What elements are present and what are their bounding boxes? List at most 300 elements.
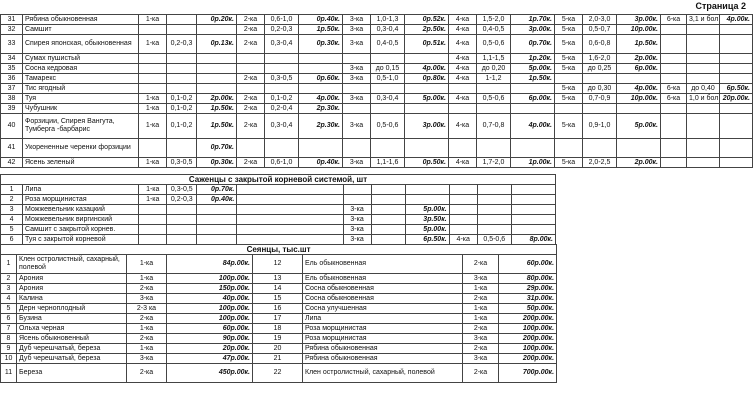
height-cell: 0,2-0,3 (167, 195, 197, 205)
plant-name: Роза морщинистая (303, 334, 463, 344)
plant-name: Клен остролистный, сахарный, полевой (17, 255, 127, 274)
grade-cell: 1-ка (127, 324, 167, 334)
price-cell: 0р.40к. (299, 15, 343, 25)
height-cell (371, 104, 405, 114)
price-cell: 0р.52к. (405, 15, 449, 25)
height-cell (371, 84, 405, 94)
grade-cell (661, 35, 687, 54)
height-cell: 0,2-0,3 (167, 35, 197, 54)
plant-name: Можжевельник казацкий (23, 205, 139, 215)
height-cell (167, 25, 197, 35)
empty-cell (371, 195, 405, 205)
plant-name: Рябина обыкновенная (23, 15, 139, 25)
height-cell (265, 139, 299, 158)
grade-cell: 2-ка (237, 94, 265, 104)
height-cell (167, 235, 197, 245)
row-number: 18 (253, 324, 303, 334)
grade-cell (343, 54, 371, 64)
grade-cell: 3-ка (463, 354, 499, 364)
grade-cell (661, 25, 687, 35)
row-number: 20 (253, 344, 303, 354)
price-cell: 0р.70к. (197, 139, 237, 158)
plant-name: Ясень зеленый (23, 158, 139, 168)
empty-cell (237, 205, 343, 215)
height-cell: 0,3-0,4 (265, 35, 299, 54)
grade-cell: 1-ка (139, 35, 167, 54)
price-cell (197, 205, 237, 215)
empty-cell (237, 225, 343, 235)
grade-cell: 2-ка (463, 324, 499, 334)
plant-name: Сосна улучшенная (303, 304, 463, 314)
row-number: 22 (253, 364, 303, 383)
grade-cell: 3-ка (343, 15, 371, 25)
grade-cell: 3-ка (343, 114, 371, 139)
grade-cell: 4-ка (449, 25, 477, 35)
table-row (1, 255, 557, 274)
empty-cell (371, 205, 405, 215)
grade-cell (449, 215, 477, 225)
height-cell (583, 139, 617, 158)
grade-cell: 2-ка (237, 104, 265, 114)
table-row (1, 284, 557, 294)
row-number: 3 (1, 284, 17, 294)
price-cell (511, 205, 555, 215)
grade-cell: 5-ка (555, 35, 583, 54)
price-cell (511, 185, 555, 195)
seedlings-title: Сеянцы, тыс.шт (1, 245, 557, 255)
price-cell: 5р.00к. (617, 114, 661, 139)
row-number: 16 (253, 304, 303, 314)
grade-cell (343, 139, 371, 158)
plant-name: Роза морщинистая (23, 195, 139, 205)
grade-cell: 5-ка (555, 158, 583, 168)
price-cell: 200р.00к. (499, 334, 557, 344)
grade-cell (555, 104, 583, 114)
grade-cell (661, 74, 687, 84)
grade-cell: 1-ка (463, 284, 499, 294)
height-cell: до 0,15 (371, 64, 405, 74)
price-cell: 0р.40к. (197, 195, 237, 205)
empty-cell (237, 235, 343, 245)
grade-cell (661, 64, 687, 74)
price-cell: 1р.50к. (299, 25, 343, 35)
grade-cell: 3-ка (463, 334, 499, 344)
plant-name: Ель обыкновенная (303, 255, 463, 274)
height-cell (167, 54, 197, 64)
price-cell: 60р.00к. (499, 255, 557, 274)
grade-cell: 3-ка (127, 294, 167, 304)
row-number: 38 (1, 94, 23, 104)
price-cell (511, 225, 555, 235)
grade-cell (449, 195, 477, 205)
height-cell: до 0,25 (583, 64, 617, 74)
grade-cell: 2-ка (463, 294, 499, 304)
grade-cell: 5-ка (555, 84, 583, 94)
height-cell: 2,0-3,0 (583, 15, 617, 25)
plant-name: Липа (303, 314, 463, 324)
price-cell (197, 25, 237, 35)
grade-cell: 2-ка (237, 15, 265, 25)
height-cell (477, 139, 511, 158)
price-cell: 6р.50к. (405, 235, 449, 245)
height-cell (167, 215, 197, 225)
price-cell (720, 35, 753, 54)
grade-cell (139, 225, 167, 235)
table-row (1, 215, 556, 225)
grade-cell (237, 54, 265, 64)
height-cell (167, 205, 197, 215)
closed-root-table (0, 174, 556, 245)
height-cell: 0,5-0,6 (371, 114, 405, 139)
grade-cell: 2-ка (127, 284, 167, 294)
height-cell (687, 114, 720, 139)
height-cell: 0,7-0,8 (477, 114, 511, 139)
empty-cell (371, 235, 405, 245)
table-row (1, 84, 753, 94)
height-cell: 0,1-0,2 (167, 114, 197, 139)
empty-cell (237, 215, 343, 225)
row-number: 32 (1, 25, 23, 35)
price-cell: 0р.70к. (511, 35, 555, 54)
price-cell (720, 54, 753, 64)
row-number: 10 (1, 354, 17, 364)
price-cell (617, 74, 661, 84)
height-cell (687, 158, 720, 168)
price-cell (299, 139, 343, 158)
price-cell: 29р.00к. (499, 284, 557, 294)
price-cell: 3р.50к. (405, 215, 449, 225)
height-cell: 0,5-0,6 (477, 35, 511, 54)
row-number: 40 (1, 114, 23, 139)
height-cell (167, 74, 197, 84)
row-number: 36 (1, 74, 23, 84)
row-number: 13 (253, 274, 303, 284)
grade-cell: 2-ка (463, 344, 499, 354)
price-cell (299, 64, 343, 74)
table-row (1, 294, 557, 304)
grade-cell: 4-ка (449, 158, 477, 168)
empty-cell (371, 215, 405, 225)
price-cell (511, 139, 555, 158)
row-number: 39 (1, 104, 23, 114)
price-cell: 0р.50к. (405, 158, 449, 168)
price-cell: 2р.30к. (299, 114, 343, 139)
height-cell: 0,9-1,0 (583, 114, 617, 139)
grade-cell: 3-ка (343, 215, 371, 225)
row-number: 14 (253, 284, 303, 294)
height-cell: 0,6-1,0 (265, 158, 299, 168)
height-cell: 0,6-0,8 (583, 35, 617, 54)
price-cell: 5р.00к. (405, 205, 449, 215)
price-cell: 150р.00к. (167, 284, 253, 294)
table-row (1, 74, 753, 84)
height-cell (477, 205, 511, 215)
grade-cell: 1-ка (139, 114, 167, 139)
grade-cell: 1-ка (463, 314, 499, 324)
grade-cell: 1-ка (139, 104, 167, 114)
height-cell: 0,1-0,2 (265, 94, 299, 104)
height-cell (265, 54, 299, 64)
row-number: 6 (1, 314, 17, 324)
grade-cell (449, 225, 477, 235)
grade-cell: 4-ка (449, 114, 477, 139)
plant-name: Сосна обыкновенная (303, 284, 463, 294)
row-number: 35 (1, 64, 23, 74)
plant-name: Арония (17, 274, 127, 284)
price-cell: 3р.00к. (511, 25, 555, 35)
price-cell: 10р.00к. (617, 94, 661, 104)
height-cell (265, 64, 299, 74)
grade-cell: 2-ка (127, 364, 167, 383)
height-cell (687, 104, 720, 114)
row-number: 1 (1, 185, 23, 195)
price-cell (720, 25, 753, 35)
price-cell: 0р.40к. (299, 158, 343, 168)
price-cell: 2р.30к. (299, 104, 343, 114)
height-cell: 1,6-2,0 (583, 54, 617, 64)
table-row (1, 195, 556, 205)
price-cell (197, 74, 237, 84)
height-cell: 1,0-1,3 (371, 15, 405, 25)
row-number: 12 (253, 255, 303, 274)
price-cell: 4р.00к. (511, 114, 555, 139)
table-row (1, 114, 753, 139)
price-cell: 10р.00к. (617, 25, 661, 35)
plant-name: Самшит (23, 25, 139, 35)
table-row (1, 158, 753, 168)
price-cell: 50р.00к. (499, 304, 557, 314)
plant-name: Дерн черноплодный (17, 304, 127, 314)
row-number: 4 (1, 294, 17, 304)
empty-cell (237, 185, 343, 195)
grade-cell (555, 139, 583, 158)
table-row (1, 15, 753, 25)
row-number: 19 (253, 334, 303, 344)
grade-cell (661, 114, 687, 139)
price-cell (197, 225, 237, 235)
height-cell: 0,3-0,4 (265, 114, 299, 139)
grade-cell: 6-ка (661, 94, 687, 104)
price-cell: 5р.00к. (405, 94, 449, 104)
price-cell: 450р.00к. (167, 364, 253, 383)
height-cell: до 0,30 (583, 84, 617, 94)
row-number: 17 (253, 314, 303, 324)
plant-name: Клен остролистный, сахарный, полевой (303, 364, 463, 383)
plant-name: Дуб черешчатый, береза (17, 354, 127, 364)
price-cell (720, 74, 753, 84)
plant-name: Бузина (17, 314, 127, 324)
plant-name: Рябина обыкновенная (303, 344, 463, 354)
plant-name: Тамарекс (23, 74, 139, 84)
height-cell: до 0,20 (477, 64, 511, 74)
price-cell: 1р.20к. (511, 54, 555, 64)
price-cell: 100р.00к. (499, 324, 557, 334)
height-cell: 3,1 и бол (687, 15, 720, 25)
page-label: Страница 2 (695, 1, 746, 11)
grade-cell (139, 139, 167, 158)
height-cell (477, 215, 511, 225)
grade-cell: 2-ка (237, 74, 265, 84)
grade-cell (139, 74, 167, 84)
height-cell: 0,4-0,5 (477, 25, 511, 35)
price-cell: 31р.00к. (499, 294, 557, 304)
row-number: 31 (1, 15, 23, 25)
grade-cell (449, 205, 477, 215)
height-cell (477, 185, 511, 195)
price-cell (720, 64, 753, 74)
price-cell: 2р.50к. (405, 25, 449, 35)
price-cell (720, 114, 753, 139)
row-number: 2 (1, 274, 17, 284)
height-cell (687, 64, 720, 74)
row-number: 7 (1, 324, 17, 334)
price-cell (511, 215, 555, 225)
row-number: 6 (1, 235, 23, 245)
height-cell (477, 195, 511, 205)
height-cell (477, 84, 511, 94)
price-cell: 1р.00к. (511, 158, 555, 168)
price-cell: 0р.20к. (197, 15, 237, 25)
table-row (1, 225, 556, 235)
price-table-top (0, 14, 753, 168)
grade-cell: 4-ка (449, 15, 477, 25)
price-cell: 90р.00к. (167, 334, 253, 344)
grade-cell: 2-ка (237, 35, 265, 54)
price-cell: 4р.00к. (720, 15, 753, 25)
price-cell: 4р.00к. (299, 94, 343, 104)
price-cell (617, 104, 661, 114)
height-cell (687, 54, 720, 64)
grade-cell (139, 205, 167, 215)
row-number: 33 (1, 35, 23, 54)
grade-cell: 1-ка (127, 344, 167, 354)
grade-cell: 5-ка (555, 25, 583, 35)
row-number: 1 (1, 255, 17, 274)
height-cell: 0,2-0,4 (265, 104, 299, 114)
price-cell: 1р.50к. (197, 114, 237, 139)
table-row (1, 364, 557, 383)
grade-cell: 5-ка (555, 114, 583, 139)
plant-name: Дуб черешчатый, береза (17, 344, 127, 354)
grade-cell (139, 25, 167, 35)
grade-cell: 2-ка (463, 255, 499, 274)
grade-cell (343, 185, 371, 195)
row-number: 42 (1, 158, 23, 168)
height-cell: 1,0 и бол (687, 94, 720, 104)
row-number: 21 (253, 354, 303, 364)
height-cell: 0,3-0,4 (371, 94, 405, 104)
plant-name: Калина (17, 294, 127, 304)
grade-cell: 5-ка (555, 15, 583, 25)
height-cell: 1,1-1,5 (477, 54, 511, 64)
grade-cell: 1-ка (139, 185, 167, 195)
price-cell (405, 185, 449, 195)
plant-name: Арония (17, 284, 127, 294)
price-cell (720, 139, 753, 158)
price-cell: 6р.00к. (511, 94, 555, 104)
price-cell: 0р.70к. (197, 185, 237, 195)
grade-cell: 1-ка (463, 304, 499, 314)
table-row (1, 185, 556, 195)
price-cell (405, 104, 449, 114)
empty-cell (371, 225, 405, 235)
plant-name: Туя с закрытой корневой (23, 235, 139, 245)
grade-cell: 4-ка (449, 235, 477, 245)
grade-cell: 3-ка (343, 74, 371, 84)
grade-cell (449, 185, 477, 195)
price-cell (197, 215, 237, 225)
row-number: 9 (1, 344, 17, 354)
plant-name: Сосна обыкновенная (303, 294, 463, 304)
grade-cell: 2-ка (237, 25, 265, 35)
grade-cell: 4-ка (449, 94, 477, 104)
plant-name: Тис ягодный (23, 84, 139, 94)
price-cell: 80р.00к. (499, 274, 557, 284)
price-cell: 5р.00к. (405, 225, 449, 235)
table-row (1, 139, 753, 158)
grade-cell: 4-ка (449, 35, 477, 54)
row-number: 3 (1, 205, 23, 215)
price-cell: 84р.00к. (167, 255, 253, 274)
grade-cell (343, 84, 371, 94)
grade-cell: 4-ка (449, 74, 477, 84)
table-row (1, 35, 753, 54)
height-cell (371, 54, 405, 64)
plant-name: Ольха черная (17, 324, 127, 334)
seedlings-table (0, 244, 557, 383)
price-cell (299, 84, 343, 94)
empty-cell (237, 195, 343, 205)
price-cell (511, 195, 555, 205)
grade-cell: 3-ка (463, 274, 499, 284)
height-cell: 1,7-2,0 (477, 158, 511, 168)
price-cell: 40р.00к. (167, 294, 253, 304)
grade-cell: 3-ка (343, 94, 371, 104)
grade-cell: 3-ка (343, 35, 371, 54)
plant-name: Липа (23, 185, 139, 195)
price-cell: 100р.00к. (167, 274, 253, 284)
price-cell (197, 84, 237, 94)
price-cell: 20р.00к. (167, 344, 253, 354)
grade-cell: 2-ка (237, 158, 265, 168)
height-cell: 0,7-0,9 (583, 94, 617, 104)
table-row (1, 235, 556, 245)
plant-name: Спирея японская, обыкновенная (23, 35, 139, 54)
height-cell: 1,5-2,0 (477, 15, 511, 25)
table-row (1, 205, 556, 215)
price-cell (720, 104, 753, 114)
plant-name: Роза морщинистая (303, 324, 463, 334)
price-cell: 4р.00к. (617, 84, 661, 94)
plant-name: Сумах пушистый (23, 54, 139, 64)
table-row (1, 274, 557, 284)
height-cell: 0,3-0,5 (167, 185, 197, 195)
row-number: 5 (1, 225, 23, 235)
table-row (1, 25, 753, 35)
row-number: 34 (1, 54, 23, 64)
closed-root-title: Саженцы с закрытой корневой системой, шт (1, 175, 556, 185)
grade-cell: 6-ка (661, 15, 687, 25)
table-row (1, 64, 753, 74)
row-number: 5 (1, 304, 17, 314)
price-cell (617, 139, 661, 158)
height-cell (265, 84, 299, 94)
grade-cell (343, 195, 371, 205)
height-cell: 0,5-0,6 (477, 94, 511, 104)
height-cell: до 0,40 (687, 84, 720, 94)
price-cell (405, 54, 449, 64)
plant-name: Укорененные черенки форзиции (23, 139, 139, 158)
